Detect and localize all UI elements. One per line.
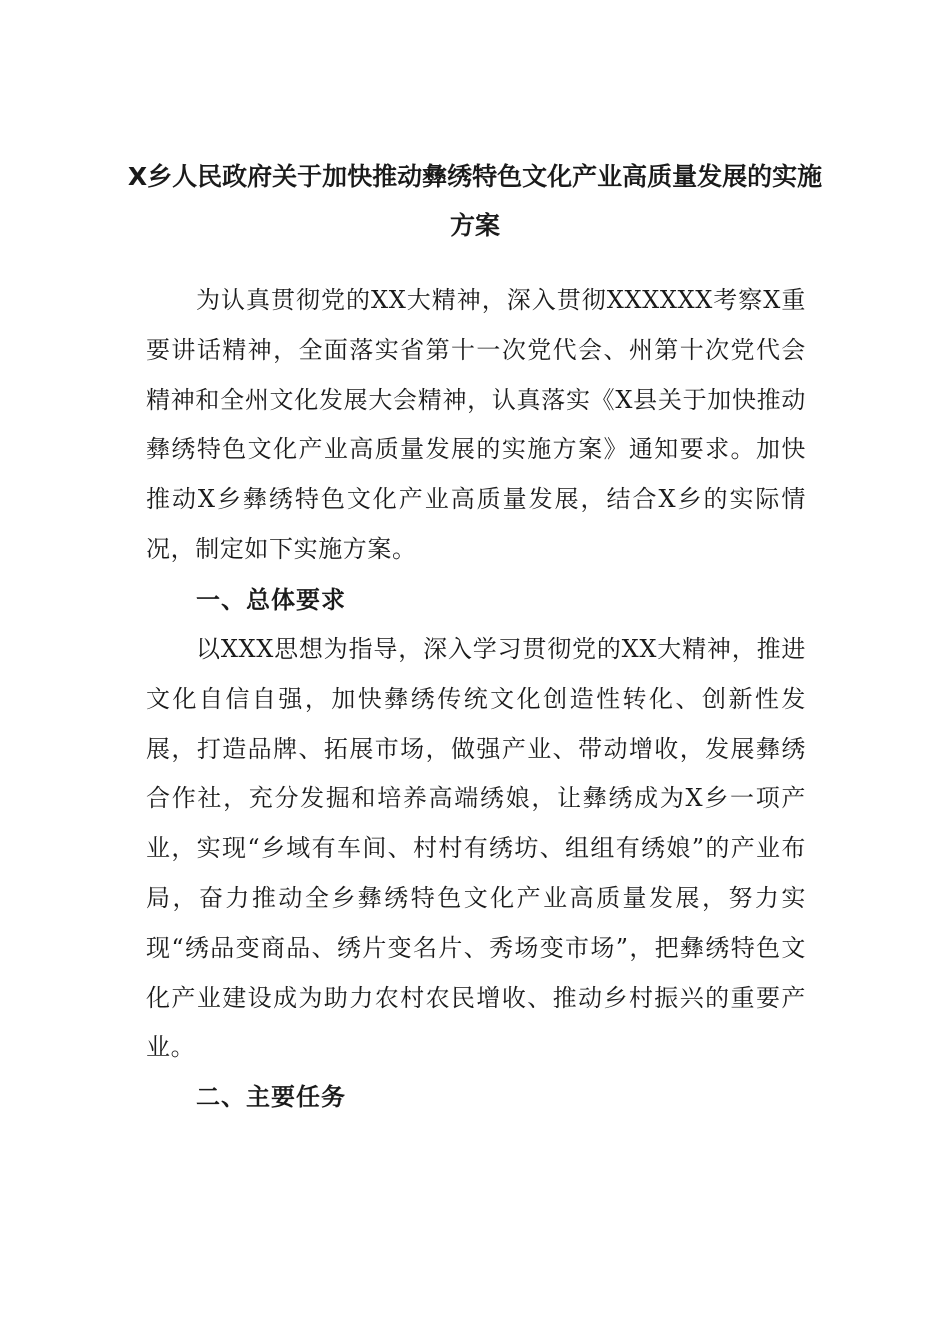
- general-requirements-paragraph: 以XXX思想为指导，深入学习贯彻党的XX大精神，推进文化自信自强，加快彝绣传统文化创造性转化、创新性发展，打造品牌、拓展市场，做强产业、带动增收，发展彝绣合作社，充分发掘和培养高端绣娘，让彝绣成为X乡一项产业，实现“乡域有车间、村村有绣坊、组组有绣娘”的产业布局，奋力推动全乡彝绣特色文化产业高质量发展，努力实现“绣品变商品、绣片变名片、秀场变市场”，把彝绣特色文化产业建设成为助力农村农民增收、推动乡村振兴的重要产业。: [146, 635, 806, 1062]
- section-heading-main-tasks: 二、主要任务: [196, 1083, 346, 1111]
- intro-paragraph: 为认真贯彻党的XX大精神，深入贯彻XXXXXX考察X重要讲话精神，全面落实省第十一次党代会、州第十次党代会精神和全州文化发展大会精神，认真落实《X县关于加快推动彝绣特色文化产业高质量发展的实施方案》通知要求。加快推动X乡彝绣特色文化产业高质量发展，结合X乡的实际情况，制定如下实施方案。: [146, 286, 806, 563]
- document-title: X乡人民政府关于加快推动彝绣特色文化产业高质量发展的实施方案: [127, 162, 823, 240]
- section-heading-general-requirements: 一、总体要求: [196, 586, 346, 614]
